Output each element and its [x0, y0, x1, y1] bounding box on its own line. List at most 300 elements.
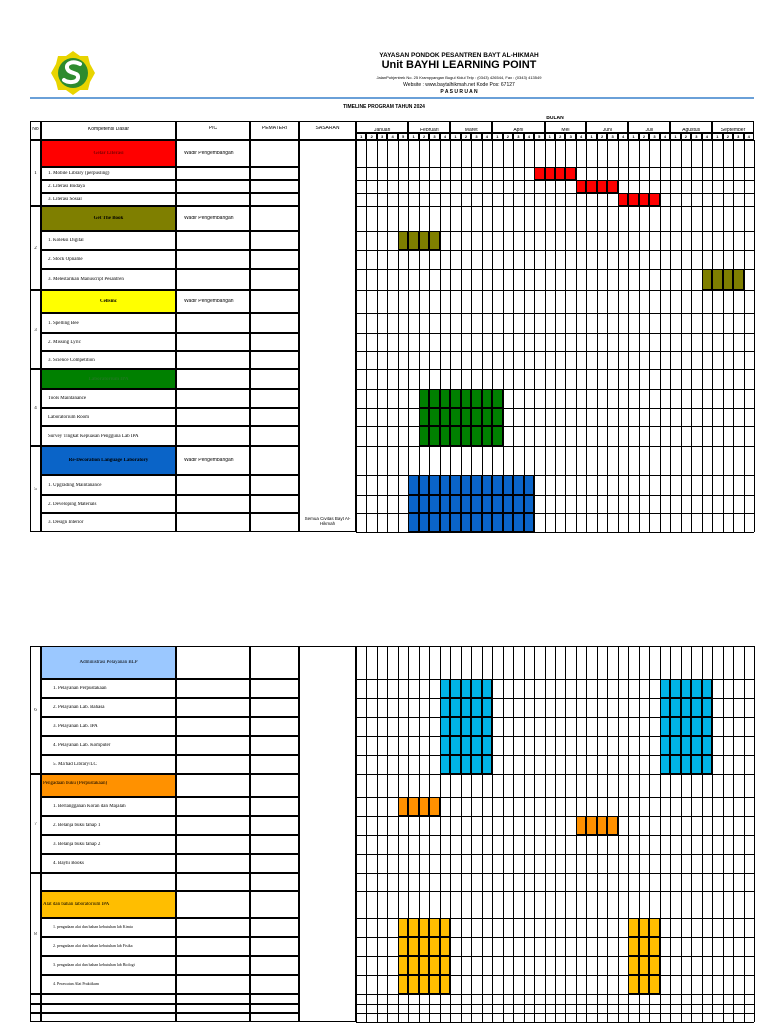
week-number: 1 — [590, 134, 593, 139]
week-grid-line — [565, 140, 566, 532]
page-title: TIMELINE PROGRAM TAHUN 2024 — [343, 104, 425, 110]
week-grid-line — [461, 140, 462, 532]
week-grid-line — [723, 140, 724, 532]
week-number: 5 — [538, 134, 541, 139]
gantt-bar-cell — [419, 956, 429, 975]
pic-cell — [176, 313, 250, 333]
pic-value: Wadir Pengembangan — [184, 151, 234, 156]
gantt-bar-cell — [586, 180, 596, 193]
group-title: Get The Book — [93, 216, 124, 221]
gantt-bar-cell — [681, 755, 691, 774]
week-grid-line — [534, 646, 535, 1022]
gantt-bar-cell — [534, 167, 544, 180]
week-grid-line — [387, 646, 388, 1022]
gantt-bar-cell — [702, 679, 712, 698]
week-number: 4 — [621, 134, 625, 139]
header-pemateri: PEMATERI — [261, 126, 288, 131]
empty-cell — [30, 994, 41, 1004]
gantt-bar-cell — [461, 389, 471, 408]
month-agustus: Agustus — [682, 128, 701, 133]
gantt-bar-cell — [408, 495, 418, 513]
header-bulan: BULAN — [546, 116, 564, 121]
gantt-bar-cell — [503, 495, 513, 513]
gantt-bar-cell — [524, 495, 534, 513]
week-grid-line — [712, 646, 713, 1022]
gantt-bar-cell — [419, 513, 429, 532]
gantt-bar-cell — [419, 937, 429, 956]
gantt-bar-cell — [398, 975, 408, 994]
pic-cell — [176, 408, 250, 426]
item-label: 2. Literasi Budaya — [48, 184, 85, 189]
gantt-bar-cell — [398, 918, 408, 937]
gantt-bar-cell — [691, 736, 701, 755]
gantt-bar-cell — [408, 975, 418, 994]
gantt-bar-cell — [660, 679, 670, 698]
gantt-bar-cell — [482, 698, 492, 717]
gantt-bar-cell — [450, 389, 460, 408]
pemateri-cell — [250, 140, 299, 167]
pemateri-cell — [250, 956, 299, 975]
foundation-name: YAYASAN PONDOK PESANTREN BAYT AL-HIKMAH — [379, 52, 539, 59]
gantt-bar-cell — [450, 426, 460, 446]
gantt-bar-cell — [419, 389, 429, 408]
pemateri-cell — [250, 873, 299, 891]
empty-cell — [250, 994, 299, 1004]
gantt-bar-cell — [440, 975, 450, 994]
gantt-bar-cell — [492, 426, 502, 446]
item-label: 1. Pelayanan Perpustakaan — [53, 686, 107, 691]
week-grid-line — [660, 140, 661, 532]
gantt-bar-cell — [513, 513, 523, 532]
pemateri-cell — [250, 717, 299, 736]
gantt-bar-cell — [440, 389, 450, 408]
week-number: 4 — [391, 134, 394, 139]
pemateri-cell — [250, 408, 299, 426]
month-juli: Juli — [645, 128, 654, 133]
item-label: Laboratorium Room — [48, 414, 89, 420]
gantt-bar-cell — [398, 956, 408, 975]
gantt-bar-cell — [398, 797, 408, 816]
row-number: 2 — [34, 246, 37, 251]
gantt-bar-cell — [628, 975, 638, 994]
pic-cell — [176, 717, 250, 736]
gantt-bar-cell — [670, 755, 680, 774]
pic-cell — [176, 816, 250, 835]
week-grid-line — [513, 140, 514, 532]
item-label: 2. Developing Materials — [48, 501, 97, 507]
gantt-bar-cell — [440, 698, 450, 717]
gantt-bar-cell — [503, 475, 513, 495]
gantt-bar-cell — [408, 937, 418, 956]
week-grid-line — [670, 140, 671, 532]
gantt-bar-cell — [429, 513, 439, 532]
gantt-bar-cell — [429, 389, 439, 408]
pic-cell — [176, 351, 250, 369]
gantt-bar-cell — [681, 679, 691, 698]
gantt-bar-cell — [649, 975, 659, 994]
gantt-bar-cell — [419, 408, 429, 426]
week-grid-line — [576, 140, 577, 532]
week-grid-line — [733, 646, 734, 1022]
pemateri-cell — [250, 918, 299, 937]
week-grid-line — [524, 646, 525, 1022]
pic-cell — [176, 495, 250, 513]
pemateri-cell — [250, 389, 299, 408]
pemateri-cell — [250, 180, 299, 193]
pic-cell — [176, 475, 250, 495]
gantt-bar-cell — [419, 797, 429, 816]
week-grid-line — [482, 140, 483, 532]
week-number: 4 — [527, 134, 530, 139]
week-grid-line — [754, 646, 755, 1022]
website: Website : www.baytalhikmah.net Kode Pos: 67127 — [403, 82, 515, 88]
week-number: 1 — [674, 134, 677, 139]
gantt-bar-cell — [660, 717, 670, 736]
gantt-bar-cell — [408, 475, 418, 495]
gantt-bar-cell — [492, 495, 502, 513]
gantt-bar-cell — [440, 918, 450, 937]
gantt-bar-cell — [681, 736, 691, 755]
group-title: Pengadaan buku (Perpustakaan) — [43, 780, 108, 786]
gantt-bar-cell — [398, 937, 408, 956]
gantt-bar-cell — [649, 193, 659, 206]
pic-cell — [176, 426, 250, 446]
gantt-bar-cell — [670, 698, 680, 717]
item-label: 1. Upgrading Maintanance — [48, 482, 102, 488]
week-number: 2 — [464, 134, 468, 139]
gantt-bar-cell — [440, 755, 450, 774]
gantt-bar-cell — [440, 495, 450, 513]
pic-cell — [176, 891, 250, 918]
empty-cell — [250, 1013, 299, 1022]
letterhead — [0, 0, 768, 100]
gantt-bar-cell — [576, 816, 586, 835]
gantt-bar-cell — [702, 269, 712, 290]
month-juni: Juni — [602, 128, 612, 133]
pic-value: Wadir Pengembangan — [184, 216, 234, 221]
pemateri-cell — [250, 891, 299, 918]
pic-cell — [176, 975, 250, 994]
gantt-bar-cell — [471, 408, 481, 426]
gantt-bar-cell — [440, 736, 450, 755]
pemateri-cell — [250, 250, 299, 269]
week-number: 3 — [433, 134, 436, 139]
gantt-bar-cell — [482, 426, 492, 446]
gantt-bar-cell — [482, 389, 492, 408]
gantt-bar-cell — [450, 717, 460, 736]
week-grid-line — [733, 140, 734, 532]
week-grid-line — [450, 140, 451, 532]
group-title-cell — [41, 774, 176, 797]
gantt-bar-cell — [471, 426, 481, 446]
gantt-bar-cell — [670, 736, 680, 755]
pemateri-cell — [250, 206, 299, 231]
week-grid-line — [586, 140, 587, 532]
pemateri-cell — [250, 513, 299, 532]
gantt-bar-cell — [681, 717, 691, 736]
week-grid-line — [356, 140, 357, 532]
gantt-bar-cell — [628, 193, 638, 206]
pemateri-cell — [250, 269, 299, 290]
empty-cell — [41, 1013, 176, 1022]
item-label: 1. Koleksi Digital — [48, 238, 84, 243]
week-grid-line — [387, 140, 388, 532]
empty-cell — [30, 1013, 41, 1022]
pemateri-cell — [250, 167, 299, 180]
week-number: 3 — [737, 134, 740, 139]
group-title: Cellsinc — [100, 299, 117, 304]
group-title: Alat dan bahan laboratorium IPA — [43, 902, 110, 907]
gantt-bar-cell — [429, 231, 439, 250]
gantt-bar-cell — [429, 937, 439, 956]
gantt-bar-cell — [482, 679, 492, 698]
gantt-bar-cell — [524, 475, 534, 495]
week-grid-line — [471, 140, 472, 532]
pic-cell — [176, 736, 250, 755]
week-number: 4 — [663, 134, 667, 139]
week-number: 1 — [548, 134, 551, 139]
pemateri-cell — [250, 816, 299, 835]
week-number: 4 — [705, 134, 708, 139]
gantt-bar-cell — [471, 475, 481, 495]
pic-cell — [176, 854, 250, 873]
gantt-bar-cell — [419, 975, 429, 994]
week-number: 1 — [412, 134, 415, 139]
pemateri-cell — [250, 313, 299, 333]
pemateri-cell — [250, 475, 299, 495]
week-grid-line — [429, 140, 430, 532]
header-sasaran: SASARAN — [315, 126, 340, 131]
pemateri-cell — [250, 231, 299, 250]
item-label: 2. Missing Lyric — [48, 339, 81, 345]
item-label: 3. Science Competition — [48, 357, 95, 363]
week-number: 3 — [517, 134, 520, 139]
unit-name: Unit BAYHI LEARNING POINT — [381, 59, 537, 71]
gantt-bar-cell — [419, 918, 429, 937]
gantt-bar-cell — [408, 513, 418, 532]
gantt-bar-cell — [408, 956, 418, 975]
row-number: 3 — [34, 327, 37, 333]
gantt-bar-cell — [723, 269, 733, 290]
week-number: 5 — [402, 134, 405, 139]
month-mei: Mei — [561, 128, 570, 133]
week-grid-line — [744, 646, 745, 1022]
gantt-bar-cell — [576, 180, 586, 193]
grid-line — [356, 532, 754, 533]
item-label: 3. Literasi Sosial — [48, 197, 82, 202]
week-grid-line — [398, 140, 399, 532]
gantt-bar-cell — [440, 937, 450, 956]
gantt-bar-cell — [492, 389, 502, 408]
gantt-bar-cell — [628, 956, 638, 975]
gantt-bar-cell — [440, 717, 450, 736]
row-number: 6 — [34, 708, 37, 713]
address: JalanPohjentrek No. 25 Krampyangan Bugul Kidul Telp : (0343) 426544, Fax : (0343) 413549 — [376, 75, 542, 80]
week-number: 3 — [653, 134, 656, 139]
item-label: 3. Belanja buku tahap 2 — [53, 842, 101, 847]
pic-cell — [176, 389, 250, 408]
gantt-bar-cell — [545, 167, 555, 180]
week-grid-line — [754, 140, 755, 532]
pemateri-cell — [250, 646, 299, 679]
gantt-bar-cell — [482, 755, 492, 774]
week-grid-line — [702, 140, 703, 532]
gantt-bar-cell — [702, 717, 712, 736]
week-number: 2 — [726, 134, 729, 139]
pemateri-cell — [250, 290, 299, 313]
pemateri-cell — [250, 835, 299, 854]
pemateri-cell — [250, 854, 299, 873]
gantt-bar-cell — [408, 918, 418, 937]
pemateri-cell — [250, 426, 299, 446]
gantt-bar-cell — [702, 736, 712, 755]
gantt-bar-cell — [419, 475, 429, 495]
gantt-bar-cell — [450, 755, 460, 774]
gantt-bar-cell — [681, 698, 691, 717]
week-grid-line — [503, 140, 504, 532]
empty-cell — [176, 994, 250, 1004]
gantt-bar-cell — [670, 679, 680, 698]
pic-cell — [176, 369, 250, 389]
week-grid-line — [618, 646, 619, 1022]
gantt-bar-cell — [440, 956, 450, 975]
gantt-bar-cell — [482, 736, 492, 755]
gantt-bar-cell — [461, 717, 471, 736]
pic-cell — [176, 231, 250, 250]
pemateri-cell — [250, 333, 299, 351]
gantt-bar-cell — [482, 495, 492, 513]
pic-cell — [176, 937, 250, 956]
gantt-bar-cell — [524, 513, 534, 532]
gantt-bar-cell — [419, 426, 429, 446]
pic-cell — [176, 774, 250, 797]
gantt-bar-cell — [639, 918, 649, 937]
row-number: 4 — [34, 405, 37, 411]
gantt-bar-cell — [461, 513, 471, 532]
gantt-bar-cell — [733, 269, 743, 290]
week-grid-line — [366, 140, 367, 532]
pemateri-cell — [250, 698, 299, 717]
week-number: 2 — [422, 134, 426, 139]
week-grid-line — [565, 646, 566, 1022]
gantt-bar-cell — [471, 717, 481, 736]
pemateri-cell — [250, 774, 299, 797]
gantt-bar-cell — [450, 513, 460, 532]
gantt-bar-cell — [471, 755, 481, 774]
pemateri-cell — [250, 679, 299, 698]
pic-value: Wadir Pengembangan — [184, 458, 234, 463]
gantt-bar-cell — [429, 975, 439, 994]
gantt-bar-cell — [429, 956, 439, 975]
header-no: No — [32, 127, 39, 132]
item-label: Tools Maintanance — [48, 396, 87, 401]
item-label: 3. Melestarikan Manuscript Pesantren — [48, 277, 124, 282]
group-title: Administrasi Pelayanan BLP — [79, 660, 138, 665]
week-grid-line — [419, 140, 420, 532]
item-label: 2. Stock Opname — [48, 257, 83, 262]
week-grid-line — [744, 140, 745, 532]
empty-cell — [30, 1004, 41, 1013]
item-label: 1. Berlangganan Koran dan Majalah — [53, 804, 126, 809]
pic-cell — [176, 698, 250, 717]
item-label: 5. Ma'had Library/LC — [53, 762, 97, 767]
gantt-bar-cell — [461, 495, 471, 513]
week-grid-line — [545, 646, 546, 1022]
pic-cell — [176, 956, 250, 975]
empty-cell — [41, 1004, 176, 1013]
pemateri-cell — [250, 369, 299, 389]
month-maret: Maret — [464, 128, 478, 133]
item-label: Survey Tingkat Kepuasan Pengguna Lab IPA — [48, 433, 139, 439]
gantt-bar-cell — [450, 679, 460, 698]
gantt-bar-cell — [461, 679, 471, 698]
gantt-bar-cell — [429, 475, 439, 495]
week-number: 3 — [611, 134, 614, 139]
gantt-bar-cell — [555, 167, 565, 180]
empty-cell — [41, 873, 176, 891]
week-grid-line — [545, 140, 546, 532]
gantt-bar-cell — [471, 389, 481, 408]
gantt-bar-cell — [607, 180, 617, 193]
gantt-bar-cell — [597, 816, 607, 835]
week-number: 2 — [642, 134, 646, 139]
gantt-bar-cell — [691, 679, 701, 698]
week-grid-line — [366, 646, 367, 1022]
gantt-bar-cell — [660, 755, 670, 774]
week-number: 3 — [381, 134, 384, 139]
week-grid-line — [597, 140, 598, 532]
gantt-bar-cell — [429, 408, 439, 426]
week-grid-line — [377, 646, 378, 1022]
week-number: 1 — [716, 134, 719, 139]
gantt-bar-cell — [429, 426, 439, 446]
pic-cell — [176, 250, 250, 269]
pic-cell — [176, 679, 250, 698]
city: P A S U R U A N — [440, 89, 478, 95]
week-grid-line — [492, 646, 493, 1022]
gantt-bar-cell — [471, 513, 481, 532]
gantt-bar-cell — [492, 513, 502, 532]
gantt-bar-cell — [429, 918, 439, 937]
gantt-bar-cell — [482, 408, 492, 426]
gantt-bar-cell — [482, 475, 492, 495]
gantt-bar-cell — [440, 679, 450, 698]
pic-cell — [176, 333, 250, 351]
gantt-bar-cell — [597, 180, 607, 193]
week-grid-line — [492, 140, 493, 532]
item-label: 4. Bayhi Books — [53, 861, 84, 866]
week-number: 2 — [506, 134, 509, 139]
pemateri-cell — [250, 937, 299, 956]
gantt-bar-cell — [618, 193, 628, 206]
week-grid-line — [440, 140, 441, 532]
row-number: 8 — [34, 931, 37, 937]
pemateri-cell — [250, 351, 299, 369]
pemateri-cell — [250, 193, 299, 206]
week-number: 3 — [695, 134, 698, 139]
item-label: 1. Spelling Bee — [48, 320, 79, 326]
week-number: 2 — [559, 134, 562, 139]
empty-cell — [176, 1004, 250, 1013]
gantt-bar-cell — [649, 937, 659, 956]
month-januari: Januari — [373, 128, 391, 133]
week-number: 4 — [747, 134, 750, 139]
gantt-bar-cell — [440, 426, 450, 446]
gantt-bar-cell — [691, 717, 701, 736]
pic-cell — [176, 918, 250, 937]
gantt-bar-cell — [492, 475, 502, 495]
row-number: 1 — [34, 171, 37, 176]
